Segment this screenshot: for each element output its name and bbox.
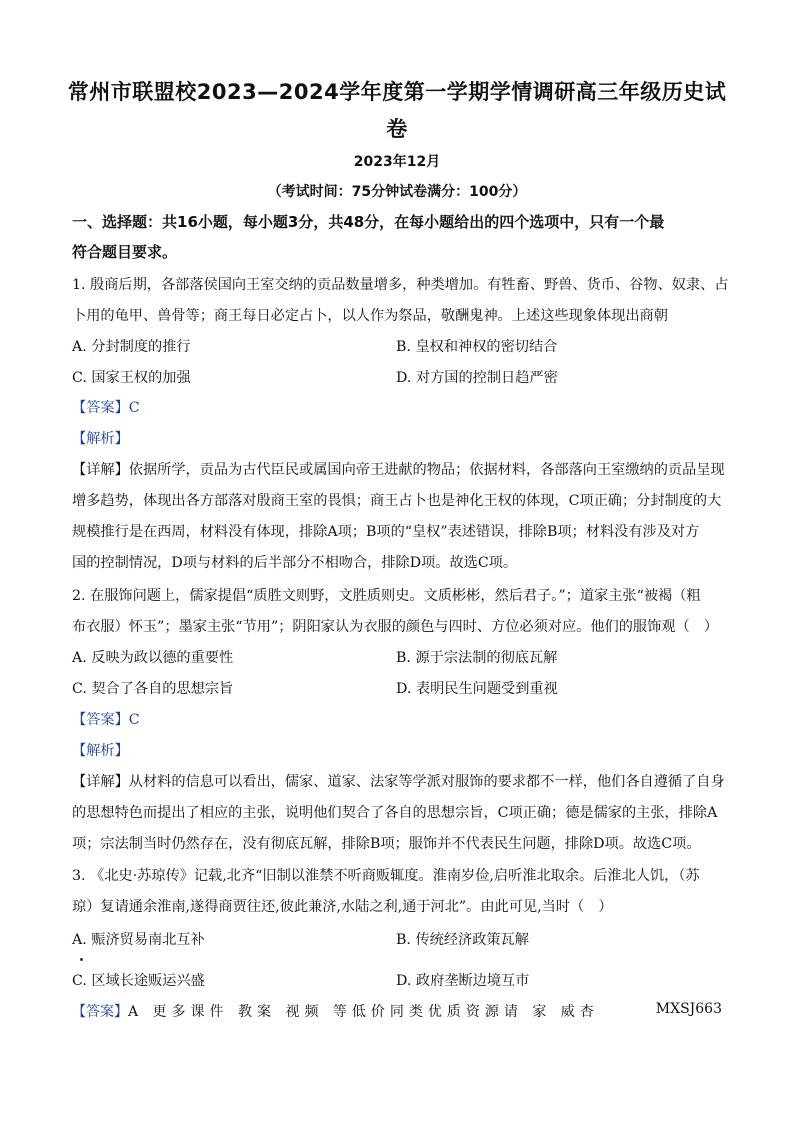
section-heading-line1: 一、选择题：共16小题，每小题3分，共48分，在每小题给出的四个选项中，只有一个最 (72, 213, 665, 231)
exam-date: 2023年12月 (353, 154, 441, 170)
q3-option-b: B. 传统经济政策瓦解 (396, 932, 529, 948)
q2-detail-line2: 的思想特色而提出了相应的主张，说明他们契合了各自的思想宗旨，C项正确；德是儒家的主张，排除A (72, 805, 718, 821)
q1-option-b: B. 皇权和神权的密切结合 (396, 339, 558, 355)
q1-stem-line1: 1. 殷商后期，各部落侯国向王室交纳的贡品数量增多，种类增加。有牲畜、野兽、货币、谷物、奴隶、占 (72, 277, 729, 293)
q1-option-a: A. 分封制度的推行 (72, 339, 191, 355)
footer-answer-tag: 【答案】 (72, 1004, 128, 1020)
footer-banner (72, 1001, 722, 1021)
q1-option-d: D. 对方国的控制日趋严密 (396, 370, 558, 386)
q2-analysis-label: 【解析】 (72, 743, 129, 759)
exam-title-line1: 常州市联盟校2023—2024学年度第一学期学情调研高三年级历史试 (67, 80, 727, 104)
exam-title-line2: 卷 (386, 117, 408, 141)
q2-detail-line3: 项；宗法制当时仍然存在，没有彻底瓦解，排除B项；服饰并不代表民生问题，排除D项。故选C项。 (72, 836, 701, 852)
q2-option-c: C. 契合了各自的思想宗旨 (72, 681, 234, 697)
q3-option-d: D. 政府垄断边境互市 (396, 973, 530, 989)
q1-option-c: C. 国家王权的加强 (72, 370, 191, 386)
q2-stem-line1: 2. 在服饰问题上，儒家提倡“质胜文则野，文胜质则史。文质彬彬，然后君子。”；道家主张“被褐（粗 (72, 588, 701, 604)
q3-stem-line2: 琼）复请通余淮南,遂得商贾往还,彼此兼济,水陆之利,通于河北”。由此可见,当时（ ） (72, 899, 613, 915)
q2-answer: 【答案】C (72, 712, 140, 728)
q2-stem-line2: 布衣服）怀玉”；墨家主张“节用”；阴阳家认为衣服的颜色与四时、方位必须对应。他们的服饰观（ ） (72, 619, 719, 635)
q2-detail-line1: 【详解】从材料的信息可以看出，儒家、道家、法家等学派对服饰的要求都不一样，他们各自遵循了自身 (72, 774, 725, 790)
footer-code: MXSJ663 (655, 1001, 722, 1017)
q2-option-d: D. 表明民生问题受到重视 (396, 681, 558, 697)
q1-detail-line3: 规模推行是在西周，材料没有体现，排除A项；B项的“皇权”表述错误，排除B项；材料没有涉及对方 (72, 524, 700, 540)
footer-answer-text: A 更多课件 教案 视频 等低价同类优质资源请 家 威杏 (128, 1004, 599, 1020)
q1-answer: 【答案】C (72, 400, 140, 416)
q2-option-b: B. 源于宗法制的彻底瓦解 (396, 650, 558, 666)
exam-info: （考试时间：75分钟试卷满分：100分） (267, 184, 527, 200)
q1-detail-line1: 【详解】依据所学，贡品为古代臣民或属国向帝王进献的物品；依据材料，各部落向王室缴纳的贡品呈现 (72, 462, 725, 478)
section-heading-line2: 符合题目要求。 (72, 243, 178, 261)
q1-detail-line2: 增多趋势，体现出各方部落对殷商王室的畏惧；商王占卜也是神化王权的体现，C项正确；分封制度的大 (72, 493, 722, 509)
q1-analysis-label: 【解析】 (72, 431, 129, 447)
q3-stem-line1: 3. 《北史·苏琼传》记载,北齐“旧制以淮禁不听商贩辄度。淮南岁俭,启听淮北取余。后淮北人饥，（苏 (72, 868, 700, 884)
q3-option-c: C. 区域长途贩运兴盛 (72, 973, 205, 989)
q3-option-a: A. 赈济贸易南北互补 (72, 932, 205, 948)
q1-detail-line4: 国的控制情况，D项与材料的后半部分不相吻合，排除D项。故选C项。 (72, 555, 518, 571)
q1-stem-line2: 卜用的龟甲、兽骨等；商王每日必定占卜，以人作为祭品，敬酬鬼神。上述这些现象体现出商朝 (72, 308, 668, 324)
q2-option-a: A. 反映为政以德的重要性 (72, 650, 234, 666)
stray-dot-mark (80, 958, 83, 961)
